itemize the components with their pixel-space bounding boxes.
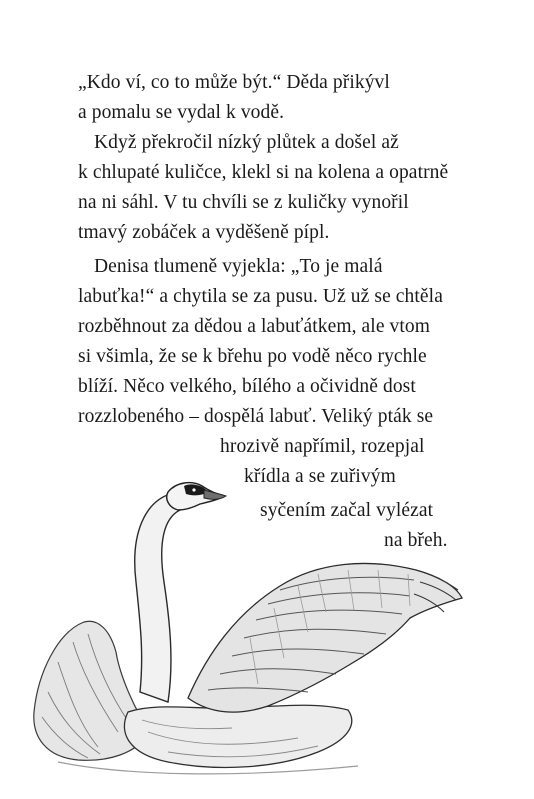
text-line-1: „Kdo ví, co to může být.“ Děda přikývl bbox=[78, 72, 390, 93]
swan-eye bbox=[192, 488, 195, 491]
text-line-15: syčením začal vylézat bbox=[260, 500, 434, 521]
text-line-2: a pomalu se vydal k vodě. bbox=[78, 102, 285, 123]
text-line-16: na břeh. bbox=[384, 530, 448, 551]
text-line-5: na ni sáhl. V tu chvíli se z kuličky vynořil bbox=[78, 192, 409, 213]
swan-right-wing bbox=[188, 563, 462, 712]
text-line-4: k chlupaté kuličce, klekl si na kolena a opatrně bbox=[78, 162, 449, 183]
text-line-3: Když překročil nízký plůtek a došel až bbox=[94, 132, 399, 153]
swan-illustration bbox=[18, 462, 468, 782]
text-line-8: labuťka!“ a chytila se za pusu. Už už se chtěla bbox=[78, 286, 443, 307]
text-line-12: rozzlobeného – dospělá labuť. Veliký pták se bbox=[78, 406, 434, 427]
text-line-14: křídla a se zuřivým bbox=[244, 466, 396, 487]
swan-body bbox=[124, 705, 351, 767]
text-line-6: tmavý zobáček a vyděšeně pípl. bbox=[78, 222, 330, 243]
text-line-13: hrozivě napřímil, rozepjal bbox=[220, 436, 425, 457]
swan-beak bbox=[204, 490, 226, 499]
text-line-10: si všimla, že se k břehu po vodě něco rychle bbox=[78, 346, 427, 367]
text-line-11: blíží. Něco velkého, bílého a očividně dost bbox=[78, 376, 416, 397]
swan-neck bbox=[135, 494, 180, 702]
text-line-9: rozběhnout za dědou a labuťátkem, ale vtom bbox=[78, 316, 431, 337]
text-line-7: Denisa tlumeně vyjekla: „To je malá bbox=[94, 256, 383, 277]
